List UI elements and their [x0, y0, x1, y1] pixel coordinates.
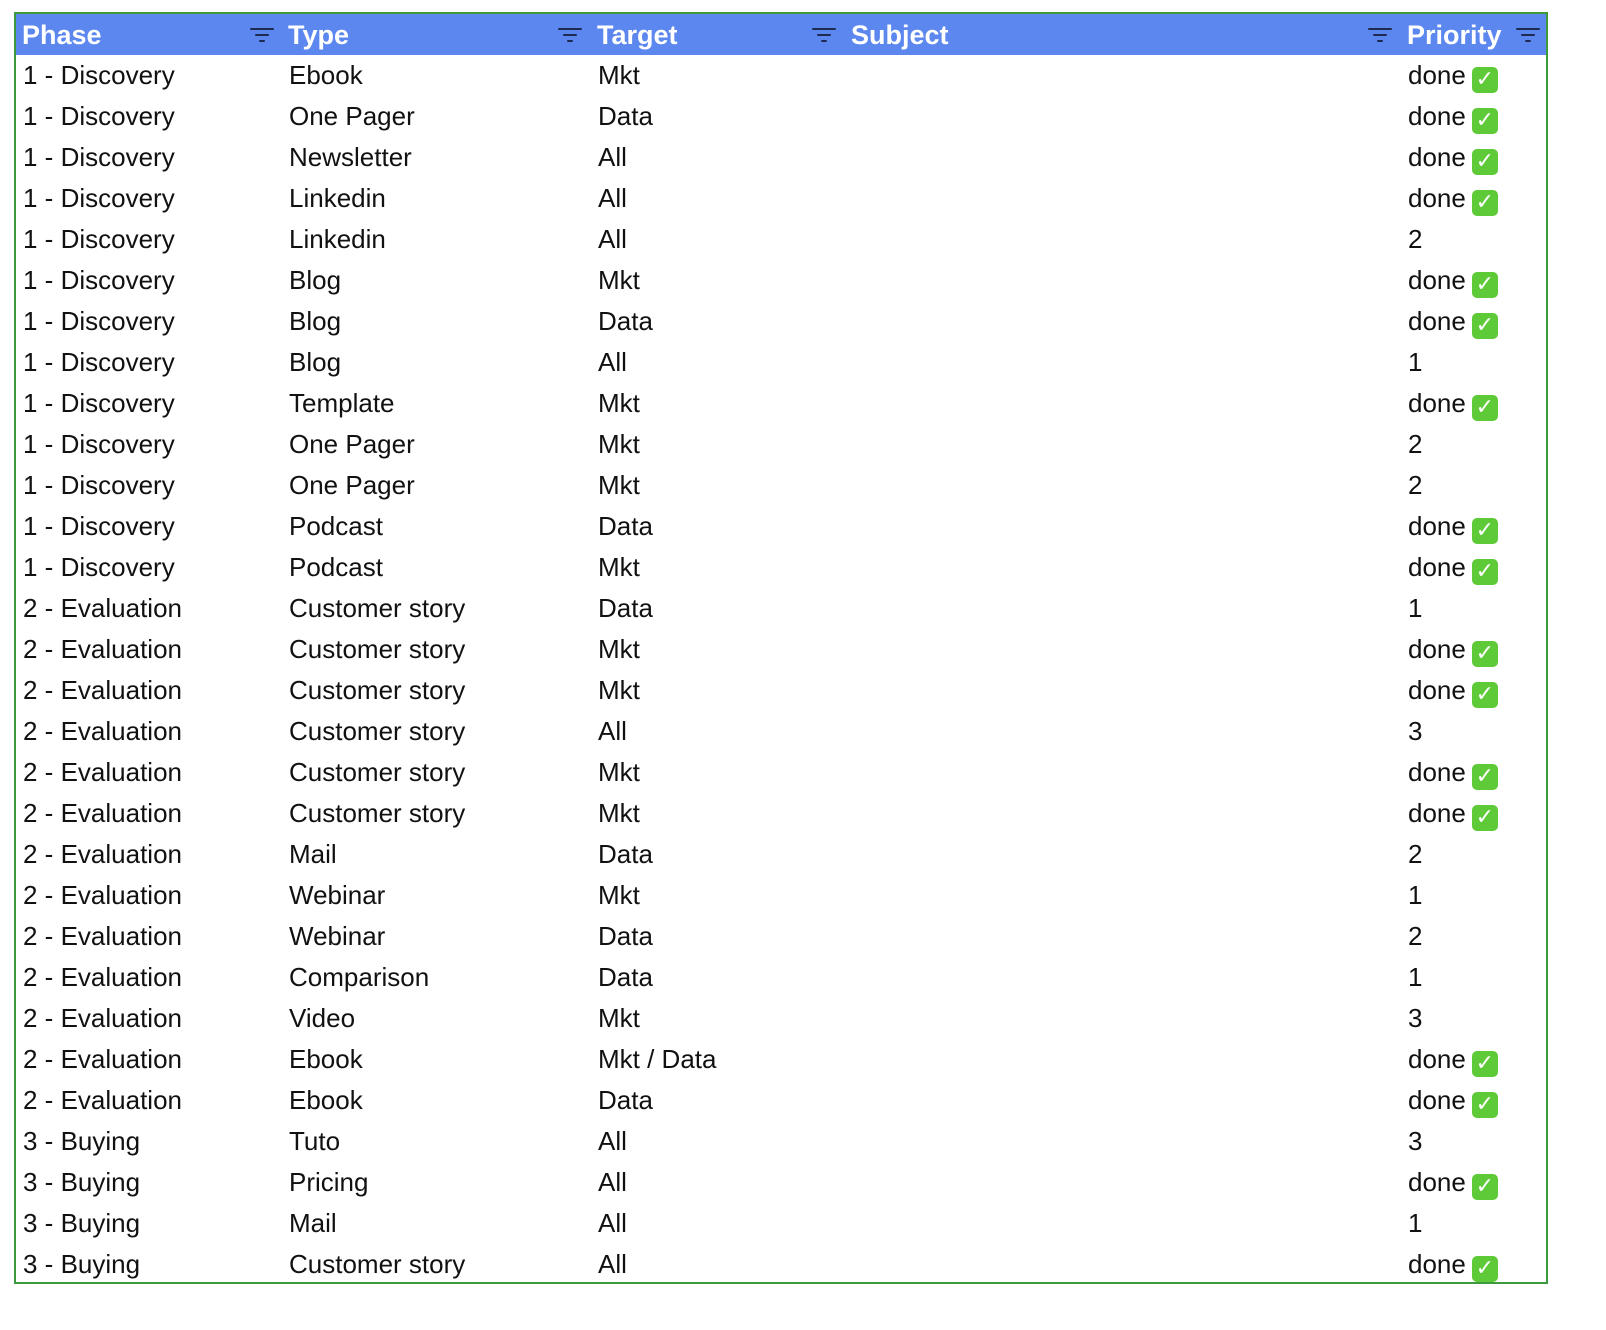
- cell-target[interactable]: Mkt: [598, 798, 640, 828]
- cell-phase[interactable]: 1 - Discovery: [23, 265, 175, 295]
- cell-priority[interactable]: [1408, 875, 1422, 916]
- cell-priority[interactable]: [1408, 998, 1422, 1039]
- cell-type[interactable]: Tuto: [289, 1126, 341, 1156]
- cell-priority[interactable]: [1408, 957, 1422, 998]
- priority-value: done: [1408, 265, 1466, 295]
- priority-value: done: [1408, 142, 1466, 172]
- table-row: [16, 260, 1546, 301]
- table-row: [16, 1039, 1546, 1080]
- cell-priority[interactable]: [1408, 588, 1422, 629]
- check-mark-button-icon: ✓: [1472, 1256, 1498, 1282]
- cell-priority[interactable]: [1408, 629, 1498, 670]
- priority-value: 2: [1408, 429, 1423, 459]
- priority-value: 1: [1408, 880, 1423, 910]
- cell-priority[interactable]: [1408, 424, 1422, 465]
- cell-target[interactable]: Data: [598, 839, 653, 869]
- priority-value: done: [1408, 1249, 1466, 1279]
- filter-icon[interactable]: [1515, 26, 1541, 44]
- priority-value: done: [1408, 634, 1466, 664]
- cell-target[interactable]: Data: [598, 101, 653, 131]
- cell-type[interactable]: One Pager: [289, 101, 415, 131]
- cell-priority[interactable]: [1408, 137, 1498, 178]
- table-row: [16, 1121, 1546, 1162]
- table-row: [16, 465, 1546, 506]
- table-row: [16, 1162, 1546, 1203]
- cell-target[interactable]: Mkt: [598, 880, 640, 910]
- table-row: [16, 752, 1546, 793]
- cell-target[interactable]: Data: [598, 921, 653, 951]
- column-header-label: Phase: [22, 20, 102, 50]
- priority-value: done: [1408, 60, 1466, 90]
- priority-value: 1: [1408, 1208, 1423, 1238]
- filter-icon[interactable]: [811, 26, 837, 44]
- cell-priority[interactable]: [1408, 1121, 1422, 1162]
- cell-target[interactable]: Mkt: [598, 552, 640, 582]
- column-header-phase[interactable]: [16, 14, 282, 55]
- cell-target[interactable]: Mkt: [598, 265, 640, 295]
- priority-value: 1: [1408, 593, 1423, 623]
- check-mark-button-icon: ✓: [1472, 1092, 1498, 1118]
- cell-priority[interactable]: [1408, 1162, 1498, 1203]
- cell-target[interactable]: Mkt: [598, 1003, 640, 1033]
- cell-type[interactable]: Newsletter: [289, 142, 412, 172]
- cell-type[interactable]: Linkedin: [289, 183, 386, 213]
- priority-value: done: [1408, 183, 1466, 213]
- cell-target[interactable]: All: [598, 224, 627, 254]
- filter-icon[interactable]: [249, 26, 275, 44]
- column-header-label: Type: [288, 20, 350, 50]
- cell-phase[interactable]: 1 - Discovery: [23, 224, 175, 254]
- table-row: [16, 342, 1546, 383]
- cell-priority[interactable]: [1408, 219, 1422, 260]
- cell-type[interactable]: One Pager: [289, 429, 415, 459]
- check-mark-button-icon: ✓: [1472, 641, 1498, 667]
- cell-target[interactable]: All: [598, 1167, 627, 1197]
- cell-target[interactable]: All: [598, 1208, 627, 1238]
- priority-value: done: [1408, 757, 1466, 787]
- cell-phase[interactable]: 1 - Discovery: [23, 552, 175, 582]
- check-mark-button-icon: ✓: [1472, 149, 1498, 175]
- priority-value: 3: [1408, 716, 1423, 746]
- cell-target[interactable]: All: [598, 183, 627, 213]
- cell-priority[interactable]: [1408, 752, 1498, 793]
- cell-priority[interactable]: [1408, 55, 1498, 96]
- cell-priority[interactable]: [1408, 793, 1498, 834]
- table-row: [16, 178, 1546, 219]
- cell-phase[interactable]: 2 - Evaluation: [23, 675, 182, 705]
- cell-type[interactable]: Customer story: [289, 757, 466, 787]
- cell-phase[interactable]: 1 - Discovery: [23, 101, 175, 131]
- cell-target[interactable]: All: [598, 347, 627, 377]
- check-mark-button-icon: ✓: [1472, 190, 1498, 216]
- column-header-type[interactable]: [282, 14, 591, 55]
- table-row: [16, 1080, 1546, 1121]
- cell-type[interactable]: Webinar: [289, 880, 386, 910]
- cell-target[interactable]: Data: [598, 306, 653, 336]
- check-mark-button-icon: ✓: [1472, 559, 1498, 585]
- cell-phase[interactable]: 1 - Discovery: [23, 60, 175, 90]
- table-row: [16, 998, 1546, 1039]
- cell-priority[interactable]: [1408, 383, 1498, 424]
- priority-value: done: [1408, 511, 1466, 541]
- table-row: [16, 588, 1546, 629]
- column-header-label: Target: [597, 20, 678, 50]
- cell-type[interactable]: Customer story: [289, 675, 466, 705]
- table-row: [16, 55, 1546, 96]
- cell-type[interactable]: Blog: [289, 265, 342, 295]
- column-header-priority[interactable]: [1401, 14, 1546, 55]
- cell-phase[interactable]: 1 - Discovery: [23, 388, 175, 418]
- priority-value: 2: [1408, 839, 1423, 869]
- cell-type[interactable]: Podcast: [289, 511, 383, 541]
- check-mark-button-icon: ✓: [1472, 1051, 1498, 1077]
- cell-type[interactable]: Video: [289, 1003, 356, 1033]
- cell-type[interactable]: Ebook: [289, 60, 363, 90]
- table-row: [16, 793, 1546, 834]
- table-row: [16, 424, 1546, 465]
- priority-value: 3: [1408, 1003, 1423, 1033]
- cell-phase[interactable]: 2 - Evaluation: [23, 962, 182, 992]
- priority-value: done: [1408, 1044, 1466, 1074]
- check-mark-button-icon: ✓: [1472, 313, 1498, 339]
- cell-phase[interactable]: 1 - Discovery: [23, 429, 175, 459]
- cell-type[interactable]: Ebook: [289, 1085, 363, 1115]
- priority-value: done: [1408, 306, 1466, 336]
- cell-type[interactable]: Blog: [289, 347, 342, 377]
- cell-target[interactable]: Data: [598, 962, 653, 992]
- cell-priority[interactable]: [1408, 916, 1422, 957]
- cell-priority[interactable]: [1408, 342, 1422, 383]
- cell-phase[interactable]: 2 - Evaluation: [23, 839, 182, 869]
- cell-phase[interactable]: 2 - Evaluation: [23, 1003, 182, 1033]
- check-mark-button-icon: ✓: [1472, 805, 1498, 831]
- cell-priority[interactable]: [1408, 670, 1498, 711]
- cell-target[interactable]: Mkt: [598, 634, 640, 664]
- cell-priority[interactable]: [1408, 301, 1498, 342]
- priority-value: done: [1408, 552, 1466, 582]
- cell-type[interactable]: Blog: [289, 306, 342, 336]
- cell-priority[interactable]: [1408, 547, 1498, 588]
- priority-value: done: [1408, 388, 1466, 418]
- cell-type[interactable]: Customer story: [289, 593, 466, 623]
- cell-priority[interactable]: [1408, 178, 1498, 219]
- table-row: [16, 137, 1546, 178]
- cell-phase[interactable]: 2 - Evaluation: [23, 921, 182, 951]
- table-row: [16, 957, 1546, 998]
- check-mark-button-icon: ✓: [1472, 67, 1498, 93]
- column-header-label: Subject: [851, 20, 949, 50]
- table-body: [16, 55, 1546, 1285]
- priority-value: done: [1408, 675, 1466, 705]
- cell-phase[interactable]: 1 - Discovery: [23, 183, 175, 213]
- filter-icon[interactable]: [1367, 26, 1393, 44]
- cell-phase[interactable]: 2 - Evaluation: [23, 880, 182, 910]
- cell-type[interactable]: Template: [289, 388, 395, 418]
- table-row: [16, 834, 1546, 875]
- cell-target[interactable]: Data: [598, 1085, 653, 1115]
- cell-phase[interactable]: 2 - Evaluation: [23, 1085, 182, 1115]
- table-row: [16, 547, 1546, 588]
- cell-target[interactable]: Mkt / Data: [598, 1044, 717, 1074]
- cell-priority[interactable]: [1408, 506, 1498, 547]
- cell-target[interactable]: Mkt: [598, 675, 640, 705]
- priority-value: done: [1408, 101, 1466, 131]
- cell-target[interactable]: All: [598, 142, 627, 172]
- table-row: [16, 96, 1546, 137]
- cell-target[interactable]: Mkt: [598, 470, 640, 500]
- cell-type[interactable]: Mail: [289, 1208, 337, 1238]
- cell-type[interactable]: One Pager: [289, 470, 415, 500]
- cell-priority[interactable]: [1408, 1244, 1498, 1285]
- priority-value: 1: [1408, 347, 1423, 377]
- cell-phase[interactable]: 1 - Discovery: [23, 511, 175, 541]
- cell-target[interactable]: Mkt: [598, 429, 640, 459]
- priority-value: 1: [1408, 962, 1423, 992]
- table-row: [16, 629, 1546, 670]
- table-row: [16, 506, 1546, 547]
- table-sheet: [14, 12, 1548, 1284]
- priority-value: done: [1408, 1167, 1466, 1197]
- table-row: [16, 383, 1546, 424]
- cell-phase[interactable]: 3 - Buying: [23, 1126, 141, 1156]
- cell-phase[interactable]: 2 - Evaluation: [23, 757, 182, 787]
- cell-type[interactable]: Mail: [289, 839, 337, 869]
- cell-type[interactable]: Linkedin: [289, 224, 386, 254]
- cell-priority[interactable]: [1408, 465, 1422, 506]
- check-mark-button-icon: ✓: [1472, 108, 1498, 134]
- column-header-subject[interactable]: [845, 14, 1401, 55]
- check-mark-button-icon: ✓: [1472, 518, 1498, 544]
- priority-value: 3: [1408, 1126, 1423, 1156]
- cell-phase[interactable]: 2 - Evaluation: [23, 634, 182, 664]
- table-row: [16, 670, 1546, 711]
- table-row: [16, 711, 1546, 752]
- cell-phase[interactable]: 2 - Evaluation: [23, 593, 182, 623]
- cell-target[interactable]: All: [598, 716, 627, 746]
- priority-value: 2: [1408, 470, 1423, 500]
- cell-priority[interactable]: [1408, 1203, 1422, 1244]
- cell-phase[interactable]: 1 - Discovery: [23, 142, 175, 172]
- cell-priority[interactable]: [1408, 260, 1498, 301]
- cell-priority[interactable]: [1408, 96, 1498, 137]
- priority-value: done: [1408, 1085, 1466, 1115]
- cell-type[interactable]: Comparison: [289, 962, 430, 992]
- column-header-label: Priority: [1407, 20, 1502, 50]
- cell-type[interactable]: Customer story: [289, 798, 466, 828]
- table-row: [16, 916, 1546, 957]
- cell-priority[interactable]: [1408, 834, 1422, 875]
- cell-target[interactable]: Mkt: [598, 757, 640, 787]
- cell-phase[interactable]: 3 - Buying: [23, 1167, 141, 1197]
- cell-phase[interactable]: 3 - Buying: [23, 1208, 141, 1238]
- cell-target[interactable]: Mkt: [598, 60, 640, 90]
- cell-phase[interactable]: 1 - Discovery: [23, 470, 175, 500]
- cell-phase[interactable]: 2 - Evaluation: [23, 798, 182, 828]
- column-header-target[interactable]: [591, 14, 845, 55]
- cell-phase[interactable]: 3 - Buying: [23, 1249, 141, 1279]
- cell-priority[interactable]: [1408, 1080, 1498, 1121]
- cell-type[interactable]: Pricing: [289, 1167, 369, 1197]
- cell-type[interactable]: Ebook: [289, 1044, 363, 1074]
- header-row: [16, 14, 1546, 55]
- cell-type[interactable]: Customer story: [289, 716, 466, 746]
- cell-phase[interactable]: 2 - Evaluation: [23, 716, 182, 746]
- filter-icon[interactable]: [557, 26, 583, 44]
- check-mark-button-icon: ✓: [1472, 764, 1498, 790]
- cell-phase[interactable]: 2 - Evaluation: [23, 1044, 182, 1074]
- table-row: [16, 875, 1546, 916]
- priority-value: 2: [1408, 921, 1423, 951]
- cell-target[interactable]: Mkt: [598, 388, 640, 418]
- priority-value: 2: [1408, 224, 1423, 254]
- cell-type[interactable]: Podcast: [289, 552, 383, 582]
- table-row: [16, 1244, 1546, 1285]
- cell-target[interactable]: All: [598, 1249, 627, 1279]
- check-mark-button-icon: ✓: [1472, 682, 1498, 708]
- cell-target[interactable]: Data: [598, 511, 653, 541]
- cell-priority[interactable]: [1408, 1039, 1498, 1080]
- table-row: [16, 301, 1546, 342]
- cell-type[interactable]: Customer story: [289, 1249, 466, 1279]
- priority-value: done: [1408, 798, 1466, 828]
- check-mark-button-icon: ✓: [1472, 395, 1498, 421]
- cell-type[interactable]: Webinar: [289, 921, 386, 951]
- check-mark-button-icon: ✓: [1472, 272, 1498, 298]
- cell-type[interactable]: Customer story: [289, 634, 466, 664]
- table-row: [16, 1203, 1546, 1244]
- cell-phase[interactable]: 1 - Discovery: [23, 347, 175, 377]
- cell-priority[interactable]: [1408, 711, 1422, 752]
- cell-target[interactable]: Data: [598, 593, 653, 623]
- table-row: [16, 219, 1546, 260]
- check-mark-button-icon: ✓: [1472, 1174, 1498, 1200]
- cell-phase[interactable]: 1 - Discovery: [23, 306, 175, 336]
- cell-target[interactable]: All: [598, 1126, 627, 1156]
